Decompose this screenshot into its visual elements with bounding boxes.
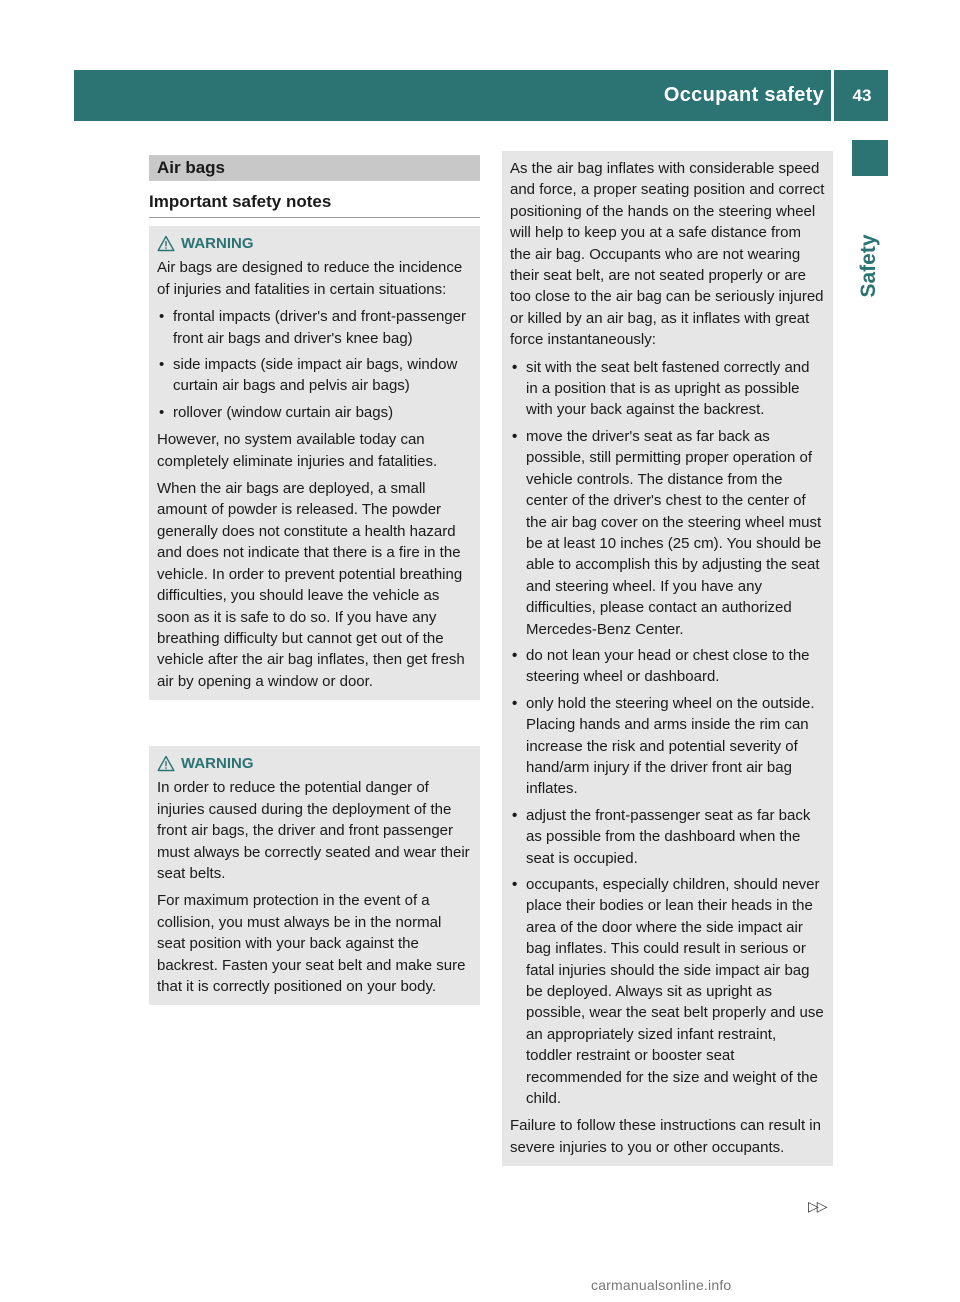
bullet-icon: • [159,356,165,374]
bullet-icon: • [159,403,165,421]
list-item [510,693,825,800]
list-item-text: sit with the seat belt fastened correctly and in a position that is as upright as possible with your back against the backrest. [526,358,810,419]
list-item-text: adjust the front-passenger seat as far back as possible from the dashboard when the seat is occupied. [526,806,811,867]
list-item-text: occupants, especially children, should never place their bodies or lean their heads in the area of the door where the side impact air bag inflates. This could result in serious or fatal injuries should the side impact air bag be deployed. Always sit as upright as possible, wear the seat belt properly and use an appropriately sized infant restraint, toddler restraint or booster seat recommended for the size and weight of the child. [526,876,824,1108]
bullet-icon: • [512,806,518,824]
bullet-icon: • [512,876,518,893]
list-item [157,402,472,423]
side-tab [852,140,888,340]
warning-header [157,753,472,774]
warning-box-2 [149,746,480,1005]
bullet-icon: • [512,646,518,664]
list-item-text: only hold the steering wheel on the outside. Placing hands and arms inside the rim can increase the risk and potential severity of hand/arm injury if the driver front air bag inflates. [526,694,815,798]
warning-box-1 [149,226,480,700]
warning-label: WARNING [181,755,254,772]
watermark: carmanualsonline.info [591,1277,732,1293]
list-item [510,357,825,421]
list-item [510,426,825,640]
list-item [510,874,825,1109]
side-tab-marker [852,140,888,176]
page-number: 43 [852,86,872,105]
list-item [510,805,825,869]
bullet-icon: • [159,308,165,326]
warning-paragraph: However, no system available today can completely eliminate injuries and fatalities. [157,431,438,470]
list-item [157,306,472,349]
instructions-intro: As the air bag inflates with considerable speed and force, a proper seating position and correct positioning of the hands on the steering wheel will help to keep you at a safe distance from the air bag. Occupants who are not wearing their seat belt, are not seated properly or are too close to the air bag can be seriously injured or killed by an air bag, as it inflates with great force instantaneously: [510,160,825,349]
warning-paragraph: For maximum protection in the event of a collision, you must always be in the normal seat position with your back against the backrest. Fasten your seat belt and make sure that it is correctly positioned on your body. [157,892,466,996]
warning-bullet-list [157,306,472,423]
bullet-icon: • [512,358,518,376]
list-item [157,354,472,397]
warning-paragraph: In order to reduce the potential danger of injuries caused during the deployment of the front air bags, the driver and front passenger must always be correctly seated and wear their seat belts. [157,779,470,883]
instructions-closing: Failure to follow these instructions can result in severe injuries to you or other occupants. [510,1117,821,1156]
instructions-bullet-list [510,357,825,1110]
sub-heading: Important safety notes [149,192,480,218]
warning-triangle-icon [157,235,175,252]
warning-paragraph: When the air bags are deployed, a small amount of powder is released. The powder generally does not constitute a health hazard and does not indicate that there is a fire in the vehicle. In order to prevent potential breathing difficulties, you should leave the vehicle as soon as it is safe to do so. If you have any breathing difficulty but cannot get out of the vehicle after the air bag inflates, then get fresh air by opening a window or door. [157,480,465,690]
header-separator [831,70,834,121]
list-item-text: rollover (window curtain air bags) [173,403,394,421]
safety-instructions-box [502,151,833,1166]
warning-intro: Air bags are designed to reduce the incidence of injuries and fatalities in certain situations: [157,259,463,298]
continue-arrow-icon: ▷▷ [808,1198,826,1214]
section-heading: Air bags [149,155,480,181]
warning-triangle-icon [157,755,175,772]
list-item-text: side impacts (side impact air bags, window curtain air bags and pelvis air bags) [173,356,458,395]
bullet-icon: • [512,694,518,712]
list-item [510,645,825,688]
list-item-text: do not lean your head or chest close to the steering wheel or dashboard. [526,646,810,686]
side-tab-label: Safety [857,234,880,298]
list-item-text: frontal impacts (driver's and front-passenger front air bags and driver's knee bag) [173,308,466,347]
warning-label: WARNING [181,235,254,252]
header-title: Occupant safety [663,84,824,106]
warning-header [157,233,472,254]
bullet-icon: • [512,427,518,445]
list-item-text: move the driver's seat as far back as possible, still permitting proper operation of vehicle controls. The distance from the center of the driver's chest to the center of the air bag cover on the steering wheel must be at least 10 inches (25 cm). You should be able to accomplish this by adjusting the seat and steering wheel. If you have any difficulties, please contact an authorized Mercedes-Benz Center. [526,427,822,638]
